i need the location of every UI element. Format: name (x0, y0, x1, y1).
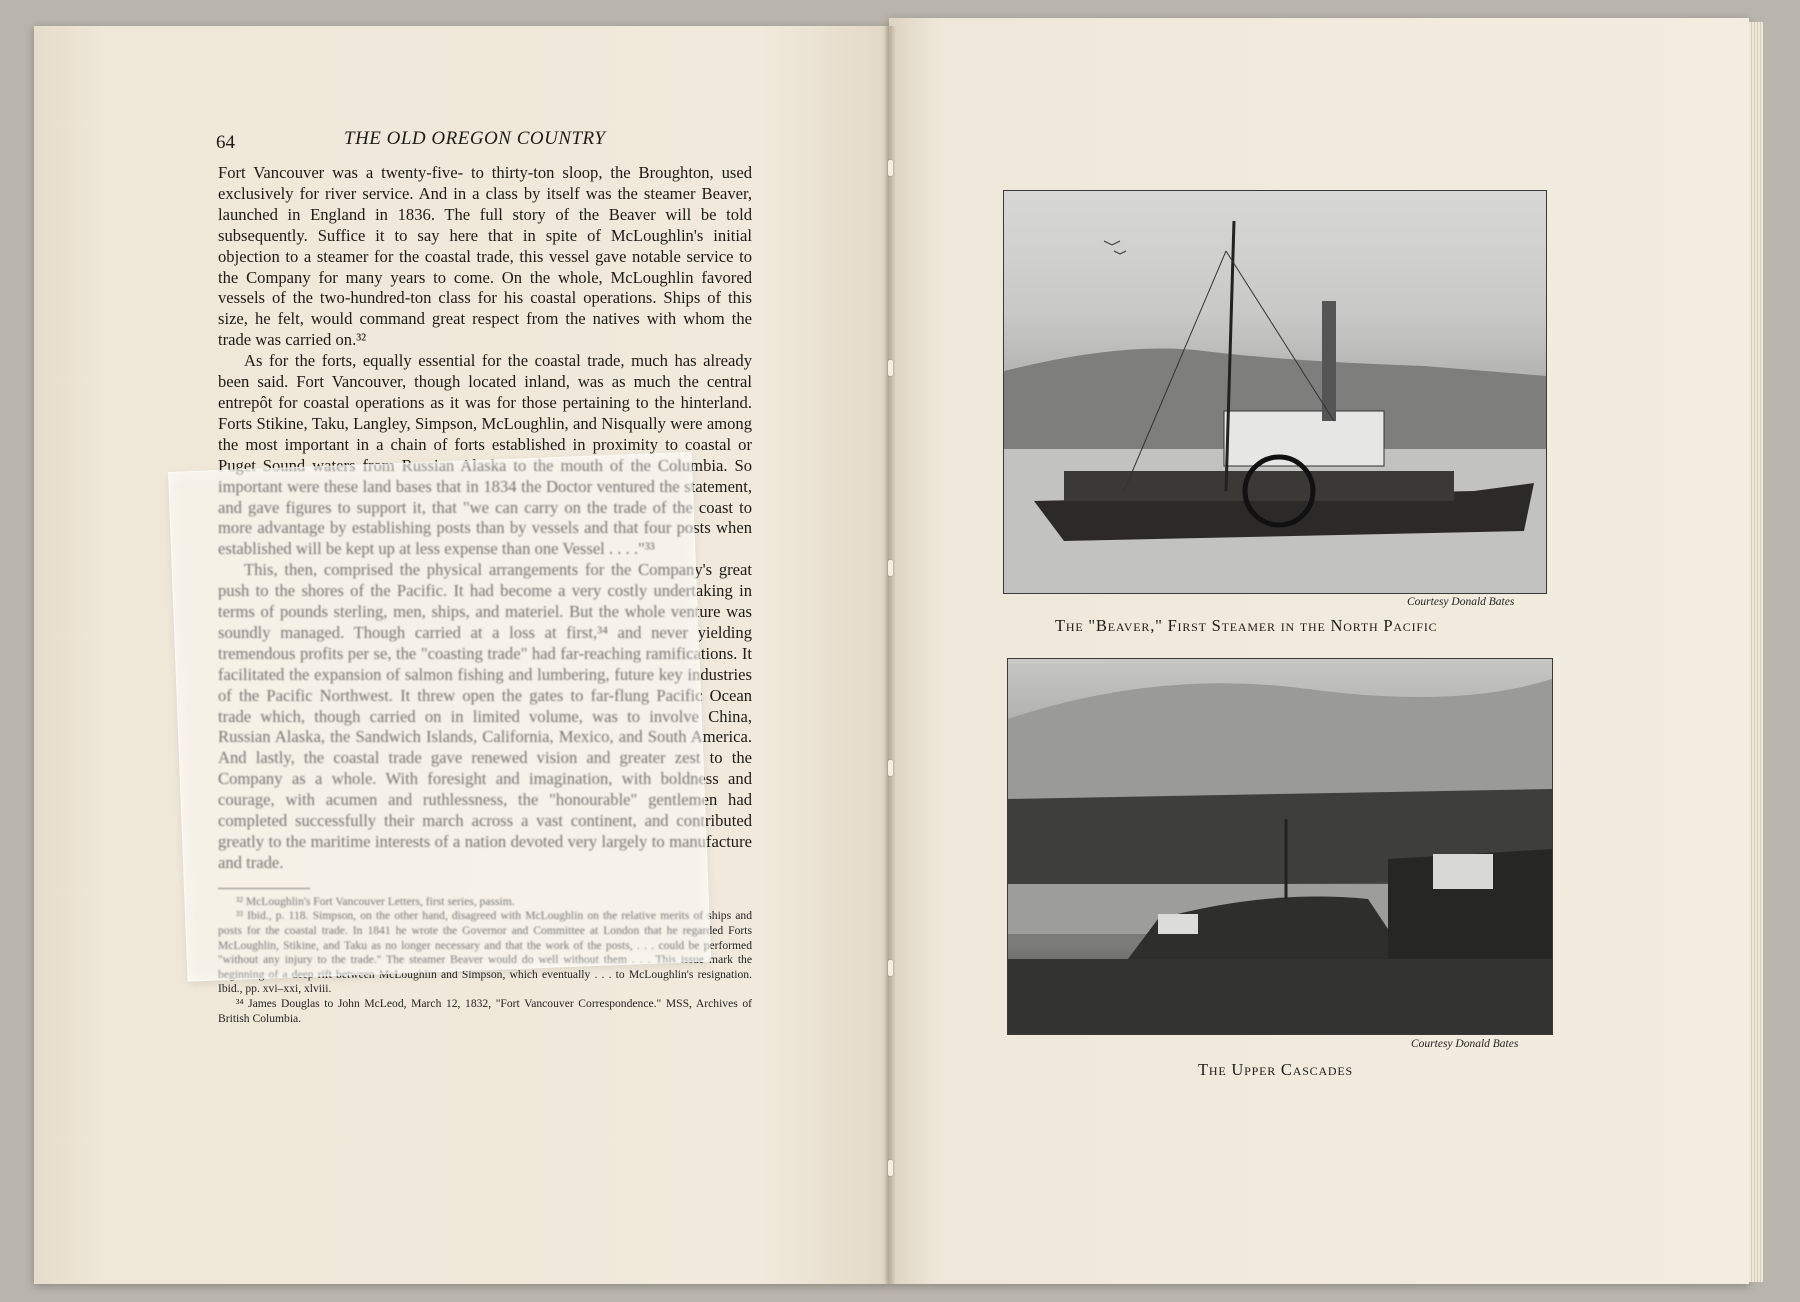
footnote: ³⁴ James Douglas to John McLeod, March 12, 1832, "Fort Vancouver Correspondence." MSS, Archives of British Columbia. (218, 996, 752, 1025)
binding-stitch (888, 760, 893, 776)
binding-stitch (888, 560, 893, 576)
footnote: ³³ Ibid., p. 118. Simpson, on the other hand, disagreed with McLoughlin on the relative merits of ships and posts for the coastal trade. In 1841 he wrote the Governor and Committee at London that he regarded Forts McLoughlin, Stikine, and Taku as no longer necessary and that the work of the posts, . . . could be performed "without any injury to the trade." The steamer Beaver would do well without them . . . This issue mark the beginning of a deep rift between McLoughlin and Simpson, which eventually . . . to McLoughlin's resignation. Ibid., pp. xvi–xxi, xlviii. (218, 909, 752, 996)
paragraph: This, then, comprised the physical arrangements for the Company's great push to the shores of the Pacific. It had become a very costly undertaking in terms of pounds sterling, men, ships, and materiel. But the whole venture was soundly managed. Though carried at a loss at first,³⁴ and never yielding tremendous profits per se, the "coasting trade" had far-reaching ramifications. It facilitated the expansion of salmon fishing and lumbering, future key industries of the Pacific Northwest. It threw open the gates to far-flung Pacific Ocean trade which, though carried on in limited volume, was to involve China, Russian Alaska, the Sandwich Islands, California, Mexico, and South America. And lastly, the coastal trade gave renewed vision and greater zest to the Company as a whole. With foresight and imagination, with boldness and courage, with acumen and ruthlessness, the "honourable" gentlemen had completed successfully their march across a vast continent, and contributed greatly to the maritime interests of a nation devoted very largely to manufacture and trade. (218, 560, 752, 872)
running-title: THE OLD OREGON COUNTRY (344, 128, 606, 149)
binding-stitch (888, 160, 893, 176)
page-number: 64 (216, 132, 235, 153)
photo-credit: Courtesy Donald Bates (1407, 596, 1515, 608)
magnifier-sheet (168, 452, 711, 982)
page-edges (1749, 22, 1763, 1282)
paragraph: Fort Vancouver was a twenty-five- to thirty-ton sloop, the Broughton, used exclusively for river service. And in a class by itself was the steamer Beaver, launched in England in 1836. The full story of the Beaver will be told subsequently. Suffice it to say here that in spite of McLoughlin's initial objection to a steamer for the coastal trade, this vessel gave notable service to the Company for many years to come. On the whole, McLoughlin favored vessels of the two-hundred-ton class for his coastal operations. Ships of this size, he felt, would command great respect from the natives with whom the trade was carried on.³² (218, 163, 752, 350)
photo-credit: Courtesy Donald Bates (1411, 1038, 1519, 1050)
photo-caption: The "Beaver," First Steamer in the North Pacific (1055, 616, 1438, 635)
upper-cascades-illustration (1008, 659, 1552, 1034)
upper-cascades-photo (1007, 658, 1553, 1035)
footnote: ³² McLoughlin's Fort Vancouver Letters, first series, passim. (236, 894, 515, 908)
book-gutter (884, 26, 896, 1284)
paragraph: As for the forts, equally essential for the coastal trade, much has already been said. Fort Vancouver, though located inland, was as much the central entrepôt for coastal operations as it was for those pertaining to the hinterland. Forts Stikine, Taku, Langley, Simpson, McLoughlin, and Nisqually were among the most important in a chain of forts established in proximity to coastal or Puget Sound waters from Russian Alaska to the mouth of the Columbia. So important were these land bases that in 1834 the Doctor ventured the statement, and gave figures to support it, that "we can carry on the trade of the coast to more advantage by establishing posts than by vessels and that four posts when established will be kept up at less expense than one Vessel . . . ."³³ (218, 351, 752, 559)
binding-stitch (888, 960, 893, 976)
beaver-steamer-photo (1003, 190, 1547, 594)
beaver-steamer-illustration (1004, 191, 1546, 593)
photo-caption: The Upper Cascades (1198, 1060, 1354, 1079)
binding-stitch (888, 360, 893, 376)
binding-stitch (888, 1160, 893, 1176)
